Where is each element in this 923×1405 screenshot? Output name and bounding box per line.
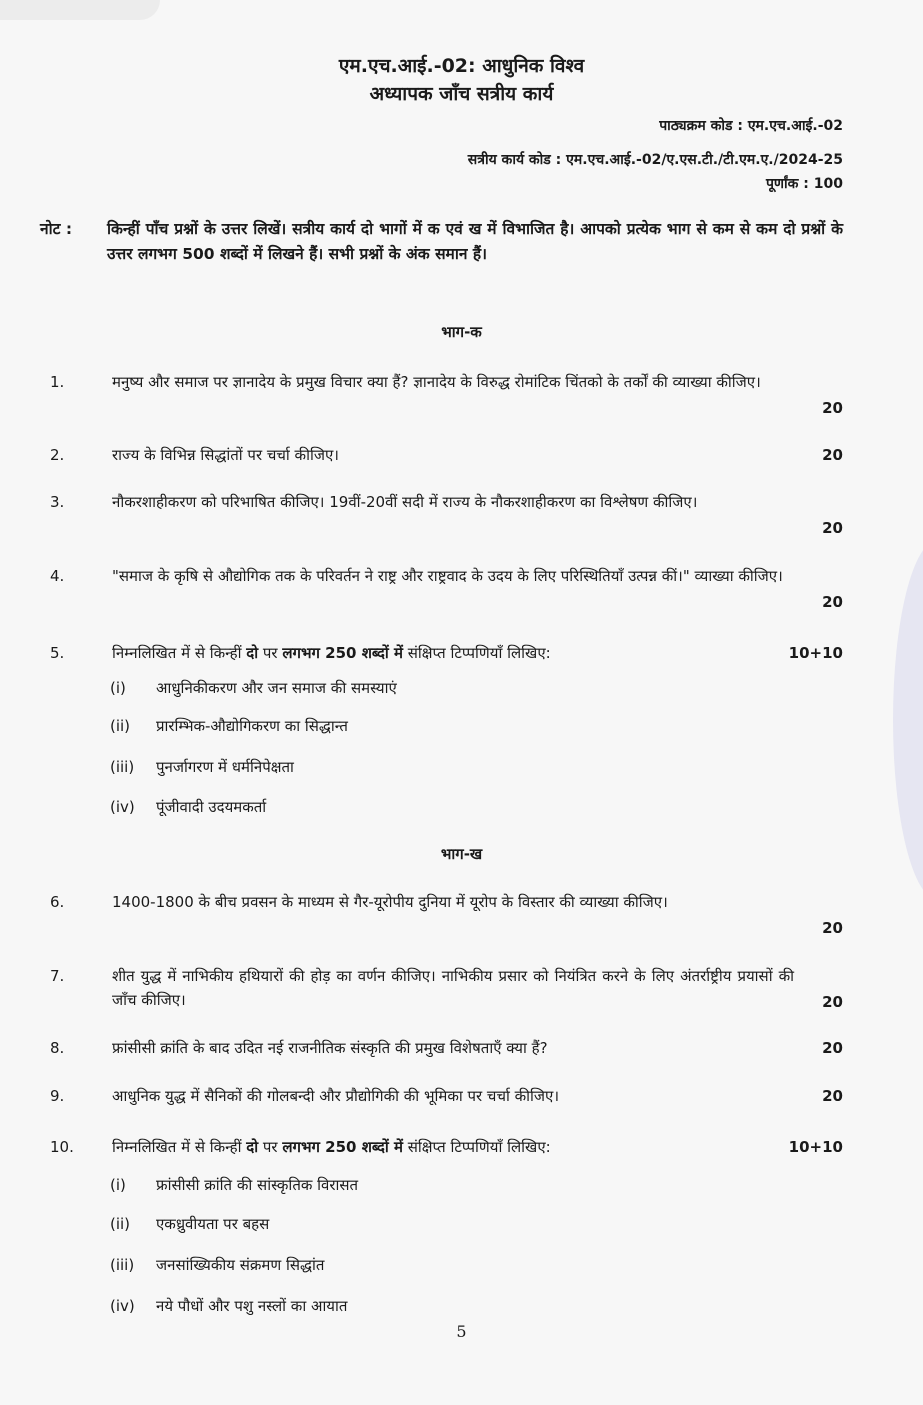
- question-10: [50, 1135, 843, 1161]
- question-number: 4.: [50, 567, 65, 585]
- question-3: [50, 490, 843, 540]
- section-heading-a: भाग-क: [441, 323, 482, 341]
- question-marks: 20: [822, 446, 843, 464]
- sub-question: (iii) जनसांख्यिकीय संक्रमण सिद्धांत: [110, 1256, 325, 1274]
- page-number: 5: [456, 1322, 467, 1341]
- question-marks: 20: [822, 593, 843, 611]
- question-number: 9.: [50, 1087, 65, 1105]
- question-text: राज्य के विभिन्न सिद्धांतों पर चर्चा कीजिए।: [112, 446, 339, 464]
- sub-question: (iv) पूंजीवादी उदयमकर्ता: [110, 798, 267, 816]
- question-number: 2.: [50, 446, 65, 464]
- sub-question: (ii) प्रारम्भिक-औद्योगिकरण का सिद्धान्त: [110, 717, 348, 735]
- question-marks: 20: [822, 993, 843, 1011]
- question-number: 3.: [50, 493, 65, 511]
- question-6: [50, 890, 843, 940]
- question-marks: 10+10: [788, 1138, 843, 1156]
- sub-question: (iv) नये पौधों और पशु नस्लों का आयात: [110, 1297, 348, 1315]
- course-code: पाठ्यक्रम कोड : एम.एच.आई.-02: [659, 118, 843, 134]
- question-text: नौकरशाहीकरण को परिभाषित कीजिए। 19वीं-20वीं सदी में राज्य के नौकरशाहीकरण का विश्लेषण कीजिए।: [112, 493, 698, 511]
- note-text: किन्हीं पाँच प्रश्नों के उत्तर लिखें। सत्रीय कार्य दो भागों में क एवं ख में विभाजित है। आपको प्रत्येक भाग से कम से कम दो प्रश्नों के उत्तर लगभग 500 शब्दों में लिखने हैं। सभी प्रश्नों के अंक समान हैं।: [107, 220, 843, 263]
- question-number: 8.: [50, 1039, 65, 1057]
- question-marks: 20: [822, 919, 843, 937]
- question-8: [50, 1036, 843, 1062]
- question-1: [50, 370, 843, 420]
- question-number: 10.: [50, 1138, 74, 1156]
- question-text: शीत युद्ध में नाभिकीय हथियारों की होड़ का वर्णन कीजिए। नाभिकीय प्रसार को नियंत्रित करने के लिए अंतर्राष्ट्रीय प्रयासों की जाँच कीजिए।: [112, 967, 794, 1009]
- question-number: 1.: [50, 373, 65, 391]
- question-text: निम्नलिखित में से किन्हीं दो पर लगभग 250 शब्दों में संक्षिप्त टिप्पणियाँ लिखिए:: [112, 1138, 551, 1156]
- note-label: नोट :: [40, 220, 73, 238]
- question-5: [50, 641, 843, 667]
- max-marks: पूर्णांक : 100: [765, 176, 843, 192]
- sub-question: (iii) पुनर्जागरण में धर्मनिपेक्षता: [110, 758, 294, 776]
- question-7: [50, 964, 843, 1014]
- question-number: 5.: [50, 644, 65, 662]
- question-9: [50, 1084, 843, 1110]
- question-text: आधुनिक युद्ध में सैनिकों की गोलबन्दी और प्रौद्योगिकी की भूमिका पर चर्चा कीजिए।: [112, 1087, 560, 1105]
- question-marks: 20: [822, 1039, 843, 1057]
- document-title: एम.एच.आई.-02: आधुनिक विश्व: [338, 55, 585, 77]
- question-text: मनुष्य और समाज पर ज्ञानादेय के प्रमुख विचार क्या हैं? ज्ञानादेय के विरुद्ध रोमांटिक चिंतको के तर्कों की व्याख्या कीजिए।: [112, 373, 761, 391]
- sub-question: (ii) एकध्रुवीयता पर बहस: [110, 1215, 270, 1233]
- question-marks: 20: [822, 1087, 843, 1105]
- question-marks: 10+10: [788, 644, 843, 662]
- document-subtitle: अध्यापक जाँच सत्रीय कार्य: [369, 83, 554, 105]
- section-heading-b: भाग-ख: [440, 845, 483, 863]
- question-4: [50, 564, 843, 614]
- assignment-code: सत्रीय कार्य कोड : एम.एच.आई.-02/ए.एस.टी./टी.एम.ए./2024-25: [467, 152, 843, 168]
- question-text: "समाज के कृषि से औद्योगिक तक के परिवर्तन ने राष्ट्र और राष्ट्रवाद के उदय के लिए परिस्थितियाँ उत्पन्न कीं।" व्याख्या कीजिए।: [112, 567, 783, 585]
- question-number: 7.: [50, 967, 65, 985]
- question-marks: 20: [822, 519, 843, 537]
- sub-question: (i) आधुनिकीकरण और जन समाज की समस्याएं: [110, 679, 397, 697]
- question-text: 1400-1800 के बीच प्रवसन के माध्यम से गैर-यूरोपीय दुनिया में यूरोप के विस्तार की व्याख्या कीजिए।: [112, 893, 668, 911]
- question-2: [50, 443, 843, 469]
- question-text: फ्रांसीसी क्रांति के बाद उदित नई राजनीतिक संस्कृति की प्रमुख विशेषताएँ क्या हैं?: [112, 1039, 548, 1057]
- question-text: निम्नलिखित में से किन्हीं दो पर लगभग 250 शब्दों में संक्षिप्त टिप्पणियाँ लिखिए:: [112, 644, 551, 662]
- question-number: 6.: [50, 893, 65, 911]
- sub-question: (i) फ्रांसीसी क्रांति की सांस्कृतिक विरासत: [110, 1176, 359, 1194]
- question-marks: 20: [822, 399, 843, 417]
